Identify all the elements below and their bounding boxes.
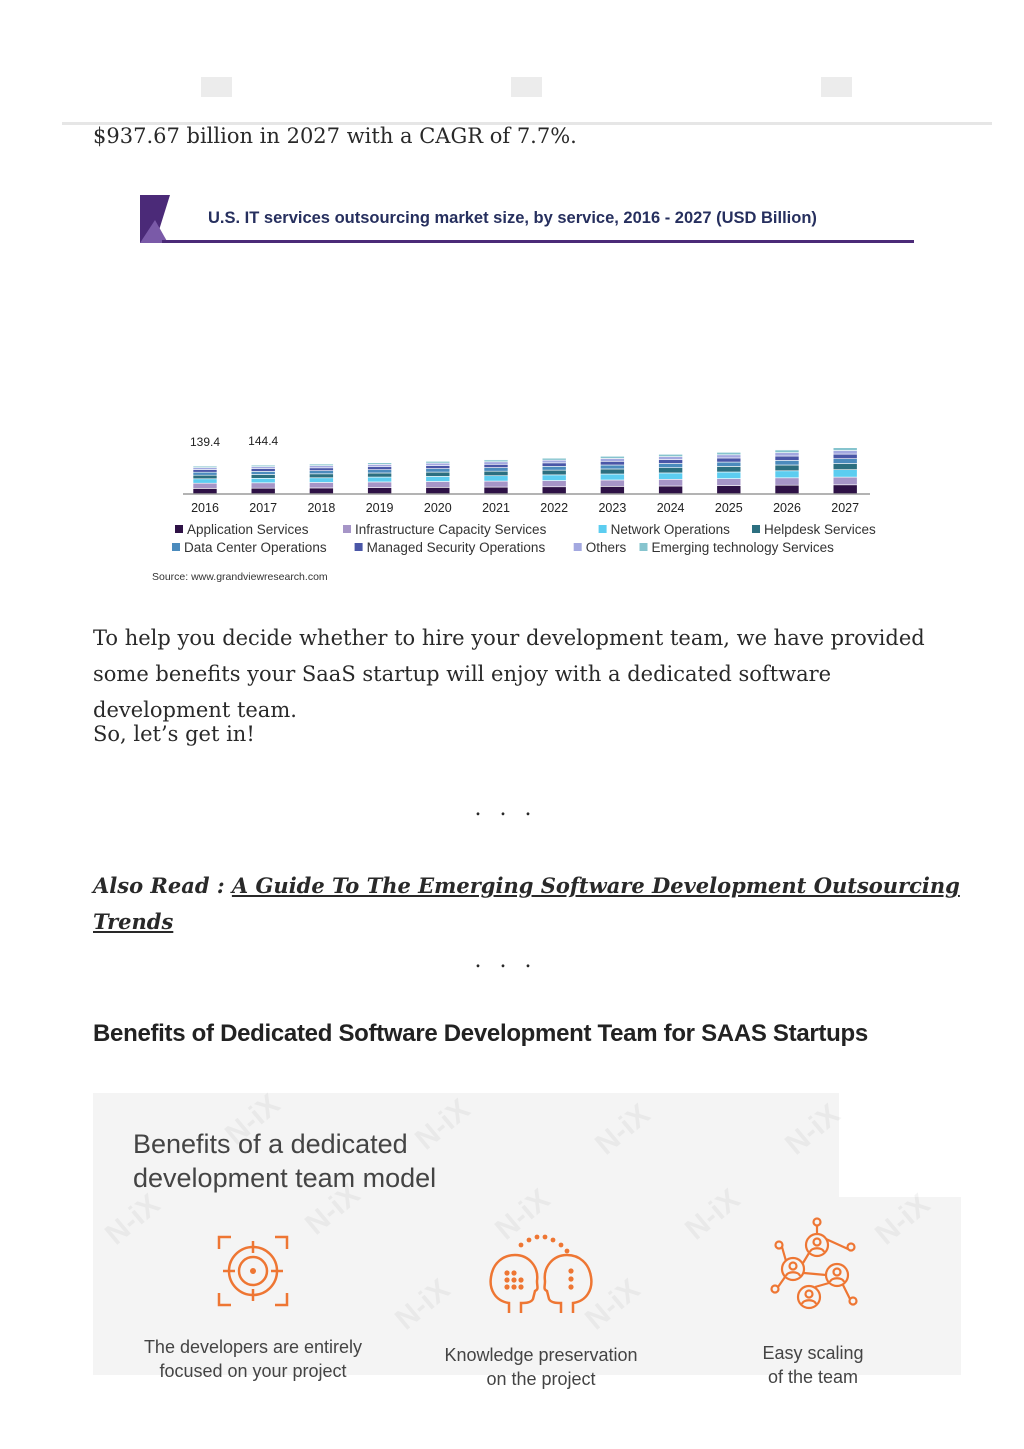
bar-segment xyxy=(309,466,333,468)
legend-label: Emerging technology Services xyxy=(651,540,834,555)
bar-segment xyxy=(717,462,741,466)
bar-segment xyxy=(251,467,275,469)
chart-svg xyxy=(138,190,918,590)
bar-segment xyxy=(193,468,217,470)
bar-segment xyxy=(542,460,566,463)
bar-segment xyxy=(368,477,392,482)
benefit-scaling xyxy=(683,1217,943,1389)
benefit-knowledge xyxy=(411,1233,671,1391)
legend-swatch xyxy=(175,525,183,533)
bar-segment xyxy=(600,469,624,474)
x-tick-label: 2017 xyxy=(249,501,278,515)
bar-segment xyxy=(775,453,799,456)
legend-swatch xyxy=(343,525,351,533)
bar-segment xyxy=(659,457,683,460)
section-separator-2: ... xyxy=(474,948,550,973)
benefit-caption: Knowledge preservation on the project xyxy=(444,1345,638,1389)
bar-segment xyxy=(717,479,741,486)
bar-segment xyxy=(542,463,566,466)
bar-segment xyxy=(251,471,275,474)
toolbar-placeholder-left xyxy=(201,77,232,97)
x-tick-label: 2019 xyxy=(365,501,394,515)
bar-segment xyxy=(426,466,450,469)
bar-segment xyxy=(600,456,624,458)
legend-label: Others xyxy=(585,540,627,555)
bar-segment xyxy=(309,474,333,478)
bar-segment xyxy=(484,471,508,476)
bar-segment xyxy=(368,467,392,470)
bar-segment xyxy=(833,477,857,485)
benefit-caption: Easy scaling of the team xyxy=(762,1343,864,1387)
x-tick-label: 2022 xyxy=(540,501,569,515)
team-network-icon xyxy=(767,1217,859,1315)
bar-segment xyxy=(833,454,857,459)
chart-title: U.S. IT services outsourcing market size, by service, 2016 - 2027 (USD Billion) xyxy=(208,209,817,227)
legend-label: Application Services xyxy=(187,522,309,537)
bar-segment xyxy=(659,486,683,494)
bar-segment xyxy=(193,466,217,467)
bar-segment xyxy=(193,483,217,488)
infographic-corner xyxy=(839,1093,961,1197)
legend-label: Managed Security Operations xyxy=(366,540,546,555)
bar-segment xyxy=(833,470,857,477)
bar-segment xyxy=(484,464,508,467)
bar-segment xyxy=(251,483,275,488)
bar-segment xyxy=(600,461,624,465)
bar-segment xyxy=(775,450,799,453)
bar-segment xyxy=(659,479,683,486)
intro-fragment: $937.67 billion in 2027 with a CAGR of 7.7%. xyxy=(93,124,577,148)
bar-segment xyxy=(600,480,624,486)
watermark xyxy=(589,1098,657,1163)
toolbar-placeholder-center xyxy=(511,77,542,97)
bar-segment xyxy=(309,471,333,474)
bar-segment xyxy=(426,461,450,463)
bar-segment xyxy=(309,488,333,494)
bar-segment xyxy=(659,460,683,464)
bar-segment xyxy=(426,476,450,481)
bar-segment xyxy=(368,473,392,477)
bar-segment xyxy=(368,464,392,466)
bar-segment xyxy=(659,468,683,473)
watermark xyxy=(779,1098,847,1163)
bar-segment xyxy=(193,488,217,494)
bar-segment xyxy=(193,470,217,473)
bar-segment xyxy=(717,466,741,472)
bar-segment xyxy=(251,488,275,494)
also-read xyxy=(93,868,1024,940)
bar-segment xyxy=(309,482,333,488)
bar-segment xyxy=(775,471,799,478)
bar-segment xyxy=(484,460,508,462)
bar-segment xyxy=(542,466,566,470)
x-tick-labels xyxy=(191,501,859,515)
x-tick-label: 2023 xyxy=(598,501,627,515)
x-tick-label: 2024 xyxy=(656,501,685,515)
bar-segment xyxy=(775,456,799,460)
bar-segment xyxy=(484,481,508,487)
bar-segment xyxy=(717,472,741,479)
legend-swatch xyxy=(599,525,607,533)
legend-label: Network Operations xyxy=(610,522,730,537)
paragraph-lets-get-in: So, let’s get in! xyxy=(93,722,255,746)
bar-segment xyxy=(542,481,566,487)
x-tick-label: 2016 xyxy=(191,501,219,515)
bar-segment xyxy=(309,478,333,483)
legend-swatch xyxy=(640,543,648,551)
chart-legend xyxy=(172,522,876,555)
bar-segment xyxy=(833,485,857,494)
benefit-focused xyxy=(123,1233,383,1383)
knowledge-heads-icon xyxy=(485,1233,597,1317)
bar-segment xyxy=(659,454,683,456)
x-tick-label: 2027 xyxy=(831,501,860,515)
bar-segment xyxy=(251,478,275,483)
bar-segment xyxy=(600,486,624,494)
chart-source: Source: www.grandviewresearch.com xyxy=(152,571,328,583)
bar-segment xyxy=(484,462,508,465)
legend-label: Infrastructure Capacity Services xyxy=(355,522,547,537)
target-icon xyxy=(215,1233,291,1309)
legend-swatch xyxy=(752,525,760,533)
bar-segment xyxy=(426,472,450,476)
chart-banner xyxy=(140,195,914,243)
chart-bars xyxy=(193,448,857,494)
x-tick-label: 2025 xyxy=(714,501,743,515)
bar-segment xyxy=(600,465,624,469)
bar-segment xyxy=(251,469,275,472)
toolbar-placeholder-right xyxy=(821,77,852,97)
bar-segment xyxy=(775,465,799,471)
x-tick-label: 2021 xyxy=(482,501,510,515)
bar-segment xyxy=(309,468,333,471)
benefit-caption: The developers are entirely focused on your project xyxy=(143,1337,363,1381)
section-separator: ... xyxy=(474,796,550,821)
legend-label: Data Center Operations xyxy=(184,540,327,555)
legend-swatch xyxy=(574,543,582,551)
section-heading: Benefits of Dedicated Software Development Team for SAAS Startups xyxy=(93,1020,868,1047)
bar-segment xyxy=(775,478,799,485)
data-label: 139.4 xyxy=(189,435,221,450)
bar-segment xyxy=(717,458,741,462)
paragraph-benefits-intro: To help you decide whether to hire your development team, we have provided some benefits your SaaS startup will enjoy with a dedicated software development team. xyxy=(93,626,925,722)
legend-label: Helpdesk Services xyxy=(764,522,876,537)
bar-segment xyxy=(484,487,508,494)
bar-segment xyxy=(426,481,450,487)
also-read-label: Also Read : xyxy=(93,873,232,898)
bar-segment xyxy=(600,458,624,461)
bar-segment xyxy=(659,473,683,479)
legend-swatch xyxy=(355,543,363,551)
top-toolbar xyxy=(0,0,1024,128)
bar-segment xyxy=(309,464,333,466)
bar-segment xyxy=(542,487,566,494)
market-size-chart xyxy=(138,190,918,590)
bar-segment xyxy=(193,472,217,475)
bar-segment xyxy=(717,486,741,494)
bar-segment xyxy=(426,487,450,494)
bar-segment xyxy=(368,482,392,488)
bar-segment xyxy=(542,470,566,475)
bar-segment xyxy=(426,463,450,465)
bar-segment xyxy=(368,488,392,494)
bar-segment xyxy=(368,463,392,465)
infographic-title: Benefits of a dedicated development team model xyxy=(133,1129,437,1193)
bar-segment xyxy=(251,465,275,467)
x-tick-label: 2020 xyxy=(423,501,452,515)
bar-segment xyxy=(542,458,566,460)
bar-segment xyxy=(484,468,508,472)
data-labels xyxy=(190,434,279,449)
bar-segment xyxy=(426,469,450,472)
bar-segment xyxy=(542,475,566,481)
bar-segment xyxy=(833,464,857,470)
bar-segment xyxy=(833,448,857,451)
bar-segment xyxy=(368,470,392,473)
bar-segment xyxy=(484,476,508,481)
bar-segment xyxy=(600,474,624,480)
bar-segment xyxy=(717,455,741,458)
bar-segment xyxy=(775,460,799,465)
x-tick-label: 2018 xyxy=(307,501,336,515)
bar-segment xyxy=(775,485,799,494)
benefits-infographic xyxy=(93,1093,961,1389)
bar-segment xyxy=(193,475,217,479)
bar-segment xyxy=(717,452,741,454)
bar-segment xyxy=(659,464,683,468)
bar-segment xyxy=(833,451,857,455)
x-tick-label: 2026 xyxy=(773,501,801,515)
legend-swatch xyxy=(172,543,180,551)
bar-segment xyxy=(251,475,275,479)
also-read-link[interactable]: A Guide To The Emerging Software Development Outsourcing Trends xyxy=(93,873,960,934)
data-label: 144.4 xyxy=(248,434,279,449)
bar-segment xyxy=(833,459,857,464)
bar-segment xyxy=(193,479,217,483)
